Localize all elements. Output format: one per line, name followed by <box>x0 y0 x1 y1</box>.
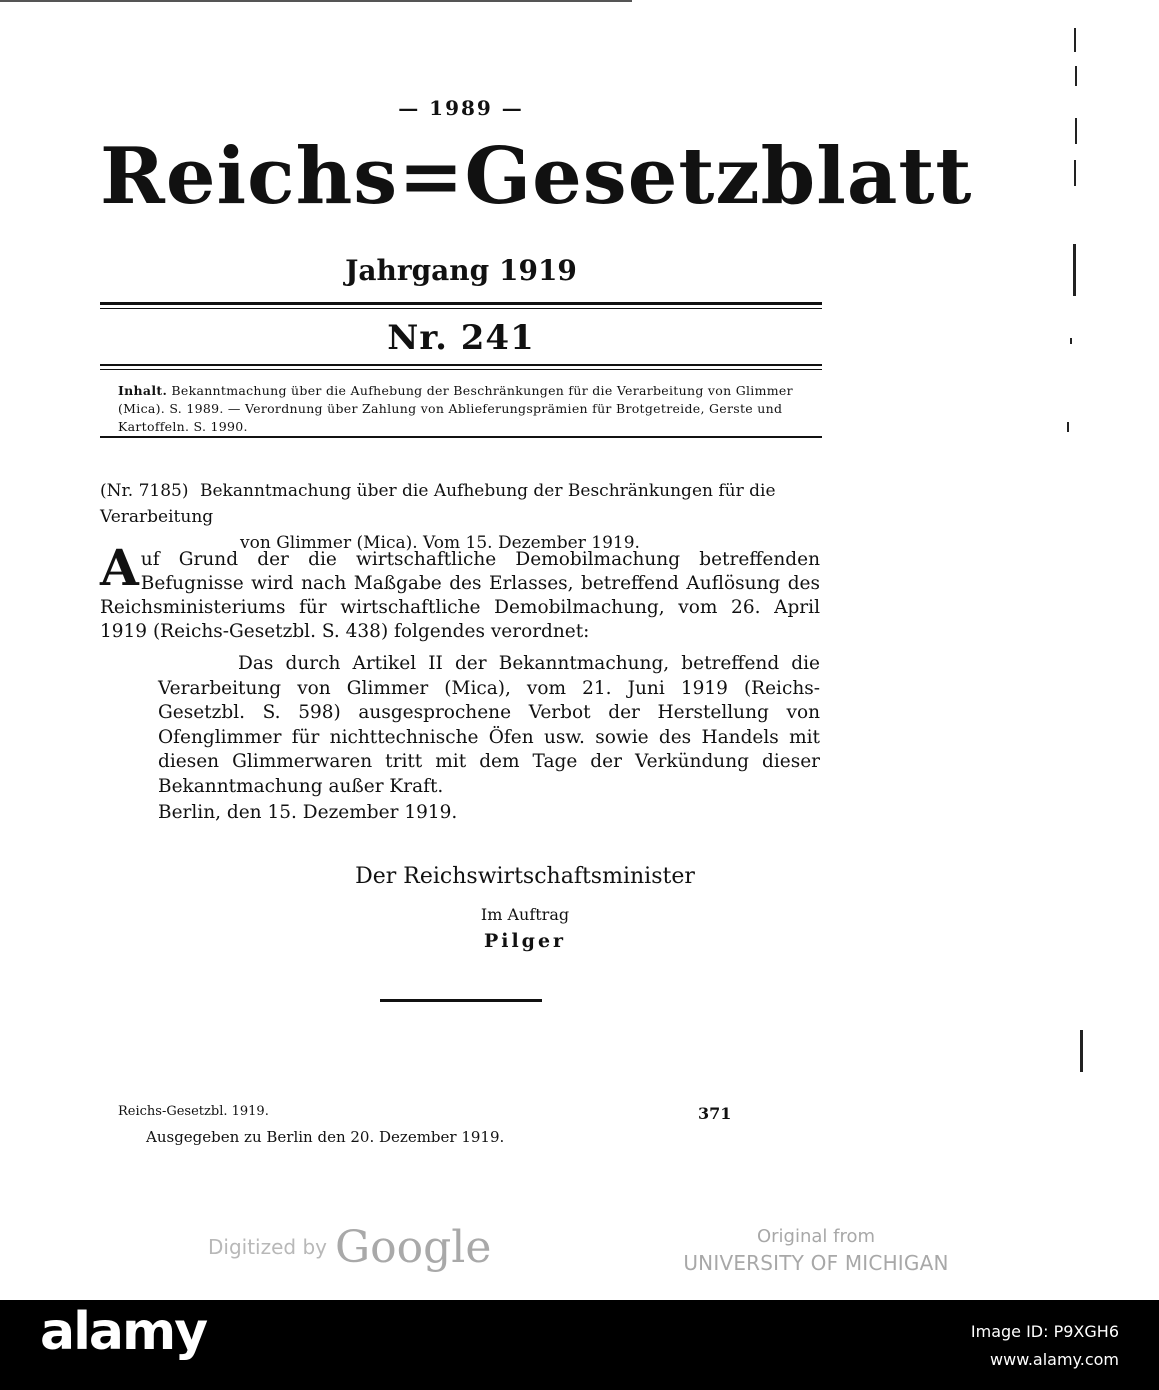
stock-image-id: Image ID: P9XGH6 <box>970 1322 1119 1341</box>
right-edge-mark <box>1080 1030 1083 1072</box>
masthead-double-rule-top <box>100 302 822 305</box>
notice-heading <box>100 478 822 556</box>
digitized-by-label: Digitized by <box>208 1235 327 1259</box>
drop-cap: A <box>100 538 139 597</box>
footer-issued-line: Ausgegeben zu Berlin den 20. Dezember 1919. <box>146 1128 505 1146</box>
article-text: Das durch Artikel II der Bekanntmachung, betreffend die Verarbeitung von Glimmer (Mica), vom 21. Juni 1919 (Reichs-Gesetzbl. S. 598) ausgesprochene Verbot der Herstellung von Ofenglimmer für nichttechnische Öfen usw. sowie des Handels mit diesen Glimmerwaren tritt mit dem Tage der Verkündung dieser Bekanntmachung außer Kraft. <box>158 653 820 797</box>
page-number: — 1989 — <box>398 96 524 120</box>
section-separator <box>380 999 542 1002</box>
original-source <box>676 1226 956 1275</box>
signer-name: Pilger <box>483 930 567 952</box>
right-edge-mark <box>1074 28 1076 52</box>
stock-info <box>971 1318 1119 1374</box>
commission-line: Im Auftrag <box>480 905 570 924</box>
year-line: Jahrgang 1919 <box>345 254 577 287</box>
right-edge-mark <box>1067 422 1069 432</box>
footer-publication: Reichs-Gesetzbl. 1919. <box>118 1104 269 1119</box>
institution-name: UNIVERSITY OF MICHIGAN <box>683 1251 949 1275</box>
notice-title-line1: Bekanntmachung über die Aufhebung der Beschränkungen für die Verarbeitung <box>100 481 776 527</box>
digitized-by-watermark <box>208 1222 491 1276</box>
right-edge-mark <box>1073 244 1076 296</box>
minister-title: Der Reichswirtschaftsminister <box>355 864 695 889</box>
issue-double-rule-top <box>100 364 822 366</box>
place-date: Berlin, den 15. Dezember 1919. <box>158 802 458 823</box>
notice-number: (Nr. 7185) <box>100 481 189 501</box>
contents-label: Inhalt. <box>118 383 168 398</box>
issue-number: Nr. 241 <box>387 318 535 358</box>
stock-url: www.alamy.com <box>990 1350 1119 1369</box>
masthead-title: Reichs=Gesetzblatt <box>100 131 973 222</box>
contents-bottom-rule <box>100 436 822 438</box>
issue-double-rule-bottom <box>100 369 822 370</box>
original-from-label: Original from <box>756 1226 876 1247</box>
masthead-double-rule-bottom <box>100 308 822 309</box>
top-edge-rule <box>0 0 632 2</box>
right-edge-mark <box>1075 66 1077 86</box>
contents-text: Bekanntmachung über die Aufhebung der Beschränkungen für die Verarbeitung von Glimmer (Mica). S. 1989. — Verordnung über Zahlung von Ablieferungsprämien für Brotgetreide, Gerste und Kartoffeln. S. 1990. <box>118 383 793 434</box>
footer-page-number: 371 <box>698 1104 732 1123</box>
right-edge-mark <box>1074 160 1076 186</box>
table-of-contents <box>118 382 822 436</box>
right-edge-mark <box>1075 118 1077 144</box>
google-logo: Google <box>335 1222 492 1273</box>
stock-logo: alamy <box>40 1302 207 1362</box>
right-edge-mark <box>1070 338 1072 344</box>
paragraph-text: uf Grund der die wirtschaftliche Demobilmachung betreffenden Befugnisse wird nach Maßgabe des Erlasses, betreffend Auflösung des Reichsministeriums für wirtschaftliche Demobilmachung, vom 26. April 1919 (Reichs-Gesetzbl. S. 438) folgendes verordnet: <box>100 549 820 642</box>
notice-title-line2: von Glimmer (Mica). Vom 15. Dezember 1919. <box>240 533 640 553</box>
